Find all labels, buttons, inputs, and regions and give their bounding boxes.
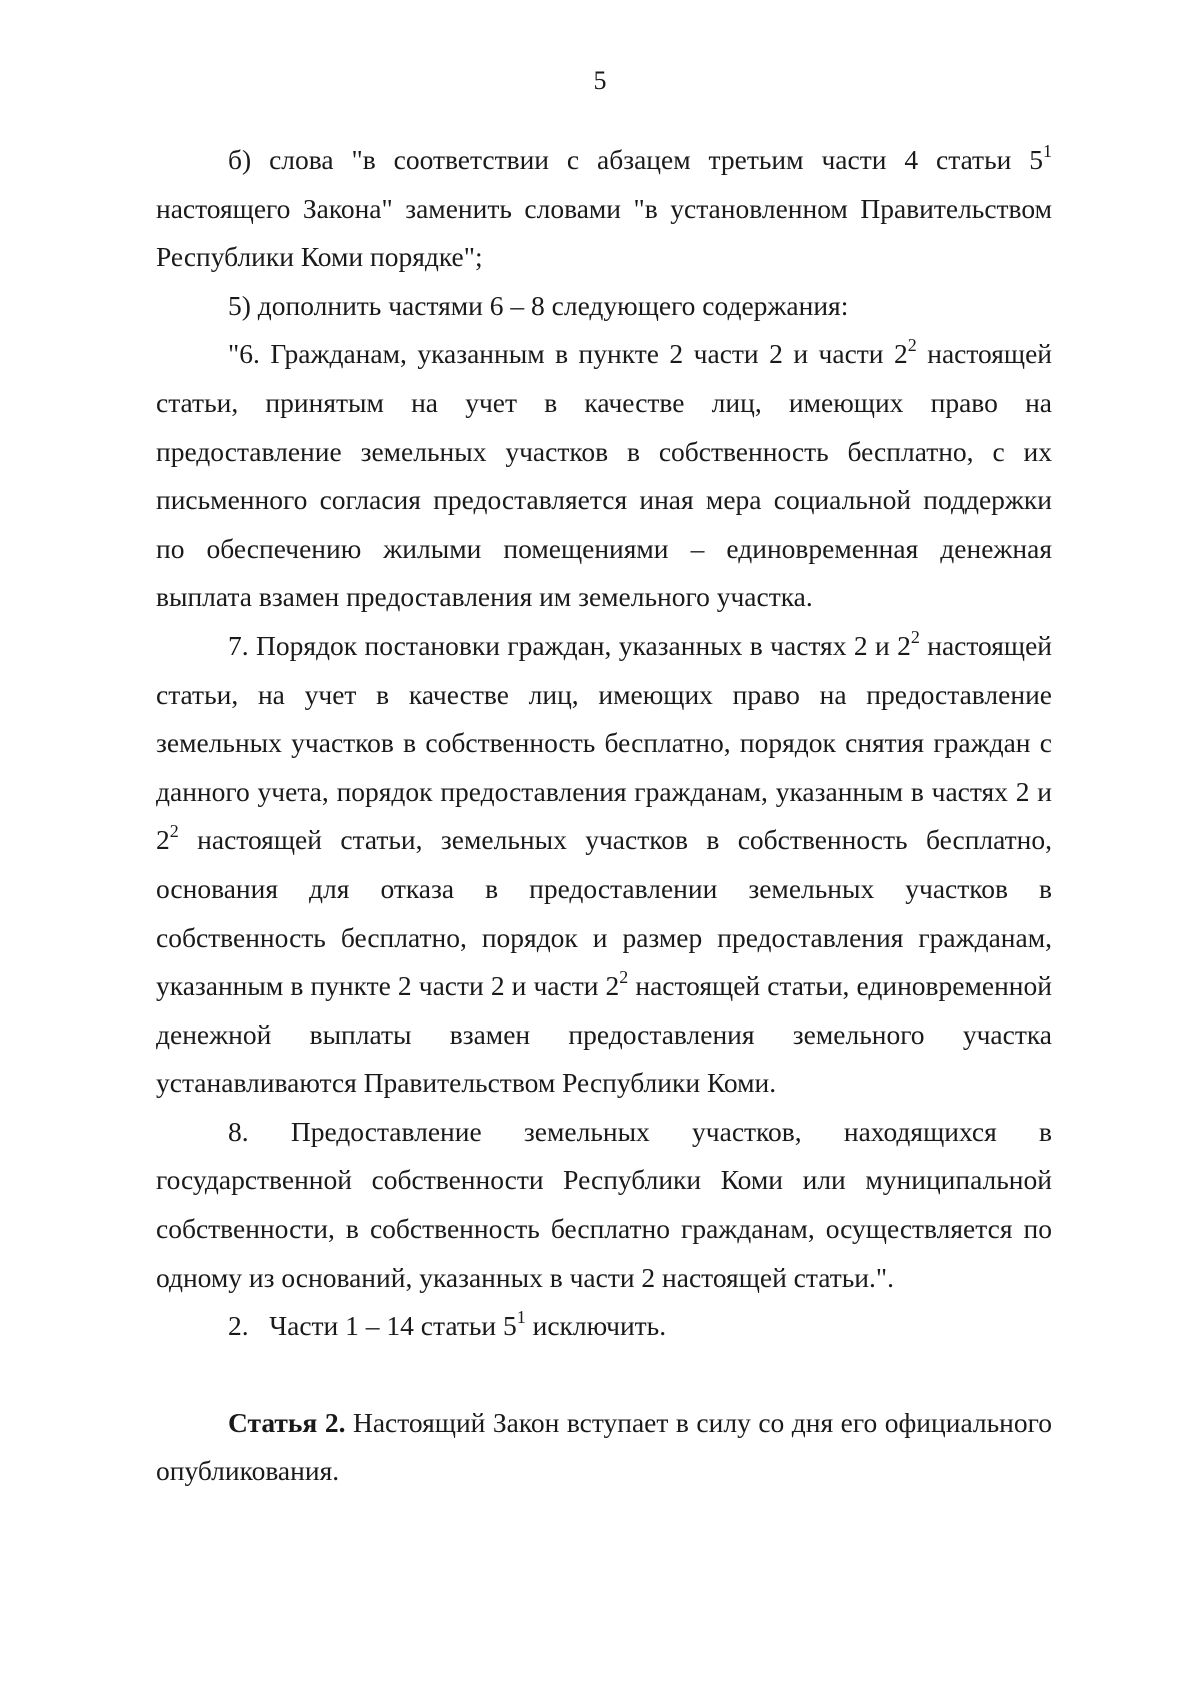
paragraph-b-words	[156, 136, 1052, 282]
paragraph-supplement-parts: 5) дополнить частями 6 – 8 следующего содержания:	[228, 289, 849, 321]
paragraph-text: исключить.	[525, 1310, 667, 1342]
paragraph-text: настоящей статьи, на учет в качестве лиц, имеющих право на предоставление земельных участков в собственность бесплатно, порядок снятия граждан с данного учета, порядок предоставления гражданам, указанным в частях 2 и 2	[156, 629, 1052, 856]
paragraph-part-6	[156, 330, 1052, 622]
superscript: 2	[907, 335, 917, 356]
paragraph-part-7	[156, 622, 1052, 1108]
article-2-label: Статья 2.	[228, 1406, 346, 1438]
superscript: 2	[169, 821, 179, 842]
superscript: 2	[910, 626, 920, 647]
paragraph-text: настоящей статьи, земельных участков в собственность бесплатно, основания для отказа в предоставлении земельных участков в собственность бесплатно, порядок и размер предоставления гражданам, указанным в пункте 2 части 2 и части 2	[156, 824, 1052, 1002]
paragraph-text: настоящей статьи, принятым на учет в качестве лиц, имеющих право на предоставление земельных участков в собственность бесплатно, с их письменного согласия предоставляется иная мера социальной поддержки по обеспечению жилыми помещениями – единовременная денежная выплата взамен предоставления им земельного участка.	[156, 338, 1052, 613]
superscript: 1	[1043, 141, 1052, 161]
paragraph-text: "6. Гражданам, указанным в пункте 2 части 2 и части 2	[228, 338, 908, 370]
paragraph-part-8: 8. Предоставление земельных участков, находящихся в государственной собственности Республики Коми или муниципальной собственности, в собственность бесплатно гражданам, осуществляется по одному из оснований, указанных в части 2 настоящей статьи.".	[156, 1115, 1052, 1293]
page-number: 5	[593, 66, 607, 95]
document-body	[156, 136, 1052, 1496]
paragraph-text: б) слова "в соответствии с абзацем третьим части 4 статьи 5	[228, 144, 1043, 175]
superscript: 2	[619, 967, 629, 988]
superscript: 1	[516, 1307, 526, 1328]
paragraph-item-2	[156, 1302, 1052, 1351]
paragraph-text: 7. Порядок постановки граждан, указанных в частях 2 и 2	[228, 629, 911, 661]
article-2-text: Настоящий Закон вступает в силу со дня его официального опубликования.	[156, 1406, 1052, 1487]
paragraph-text: 2. Части 1 – 14 статьи 5	[228, 1310, 517, 1342]
paragraph-text: настоящего Закона" заменить словами "в установленном Правительством Республики Коми порядке";	[156, 192, 1052, 273]
paragraph-text: настоящей статьи, единовременной денежной выплаты взамен предоставления земельного участка устанавливаются Правительством Республики Коми.	[156, 970, 1052, 1099]
article-2	[156, 1399, 1052, 1496]
